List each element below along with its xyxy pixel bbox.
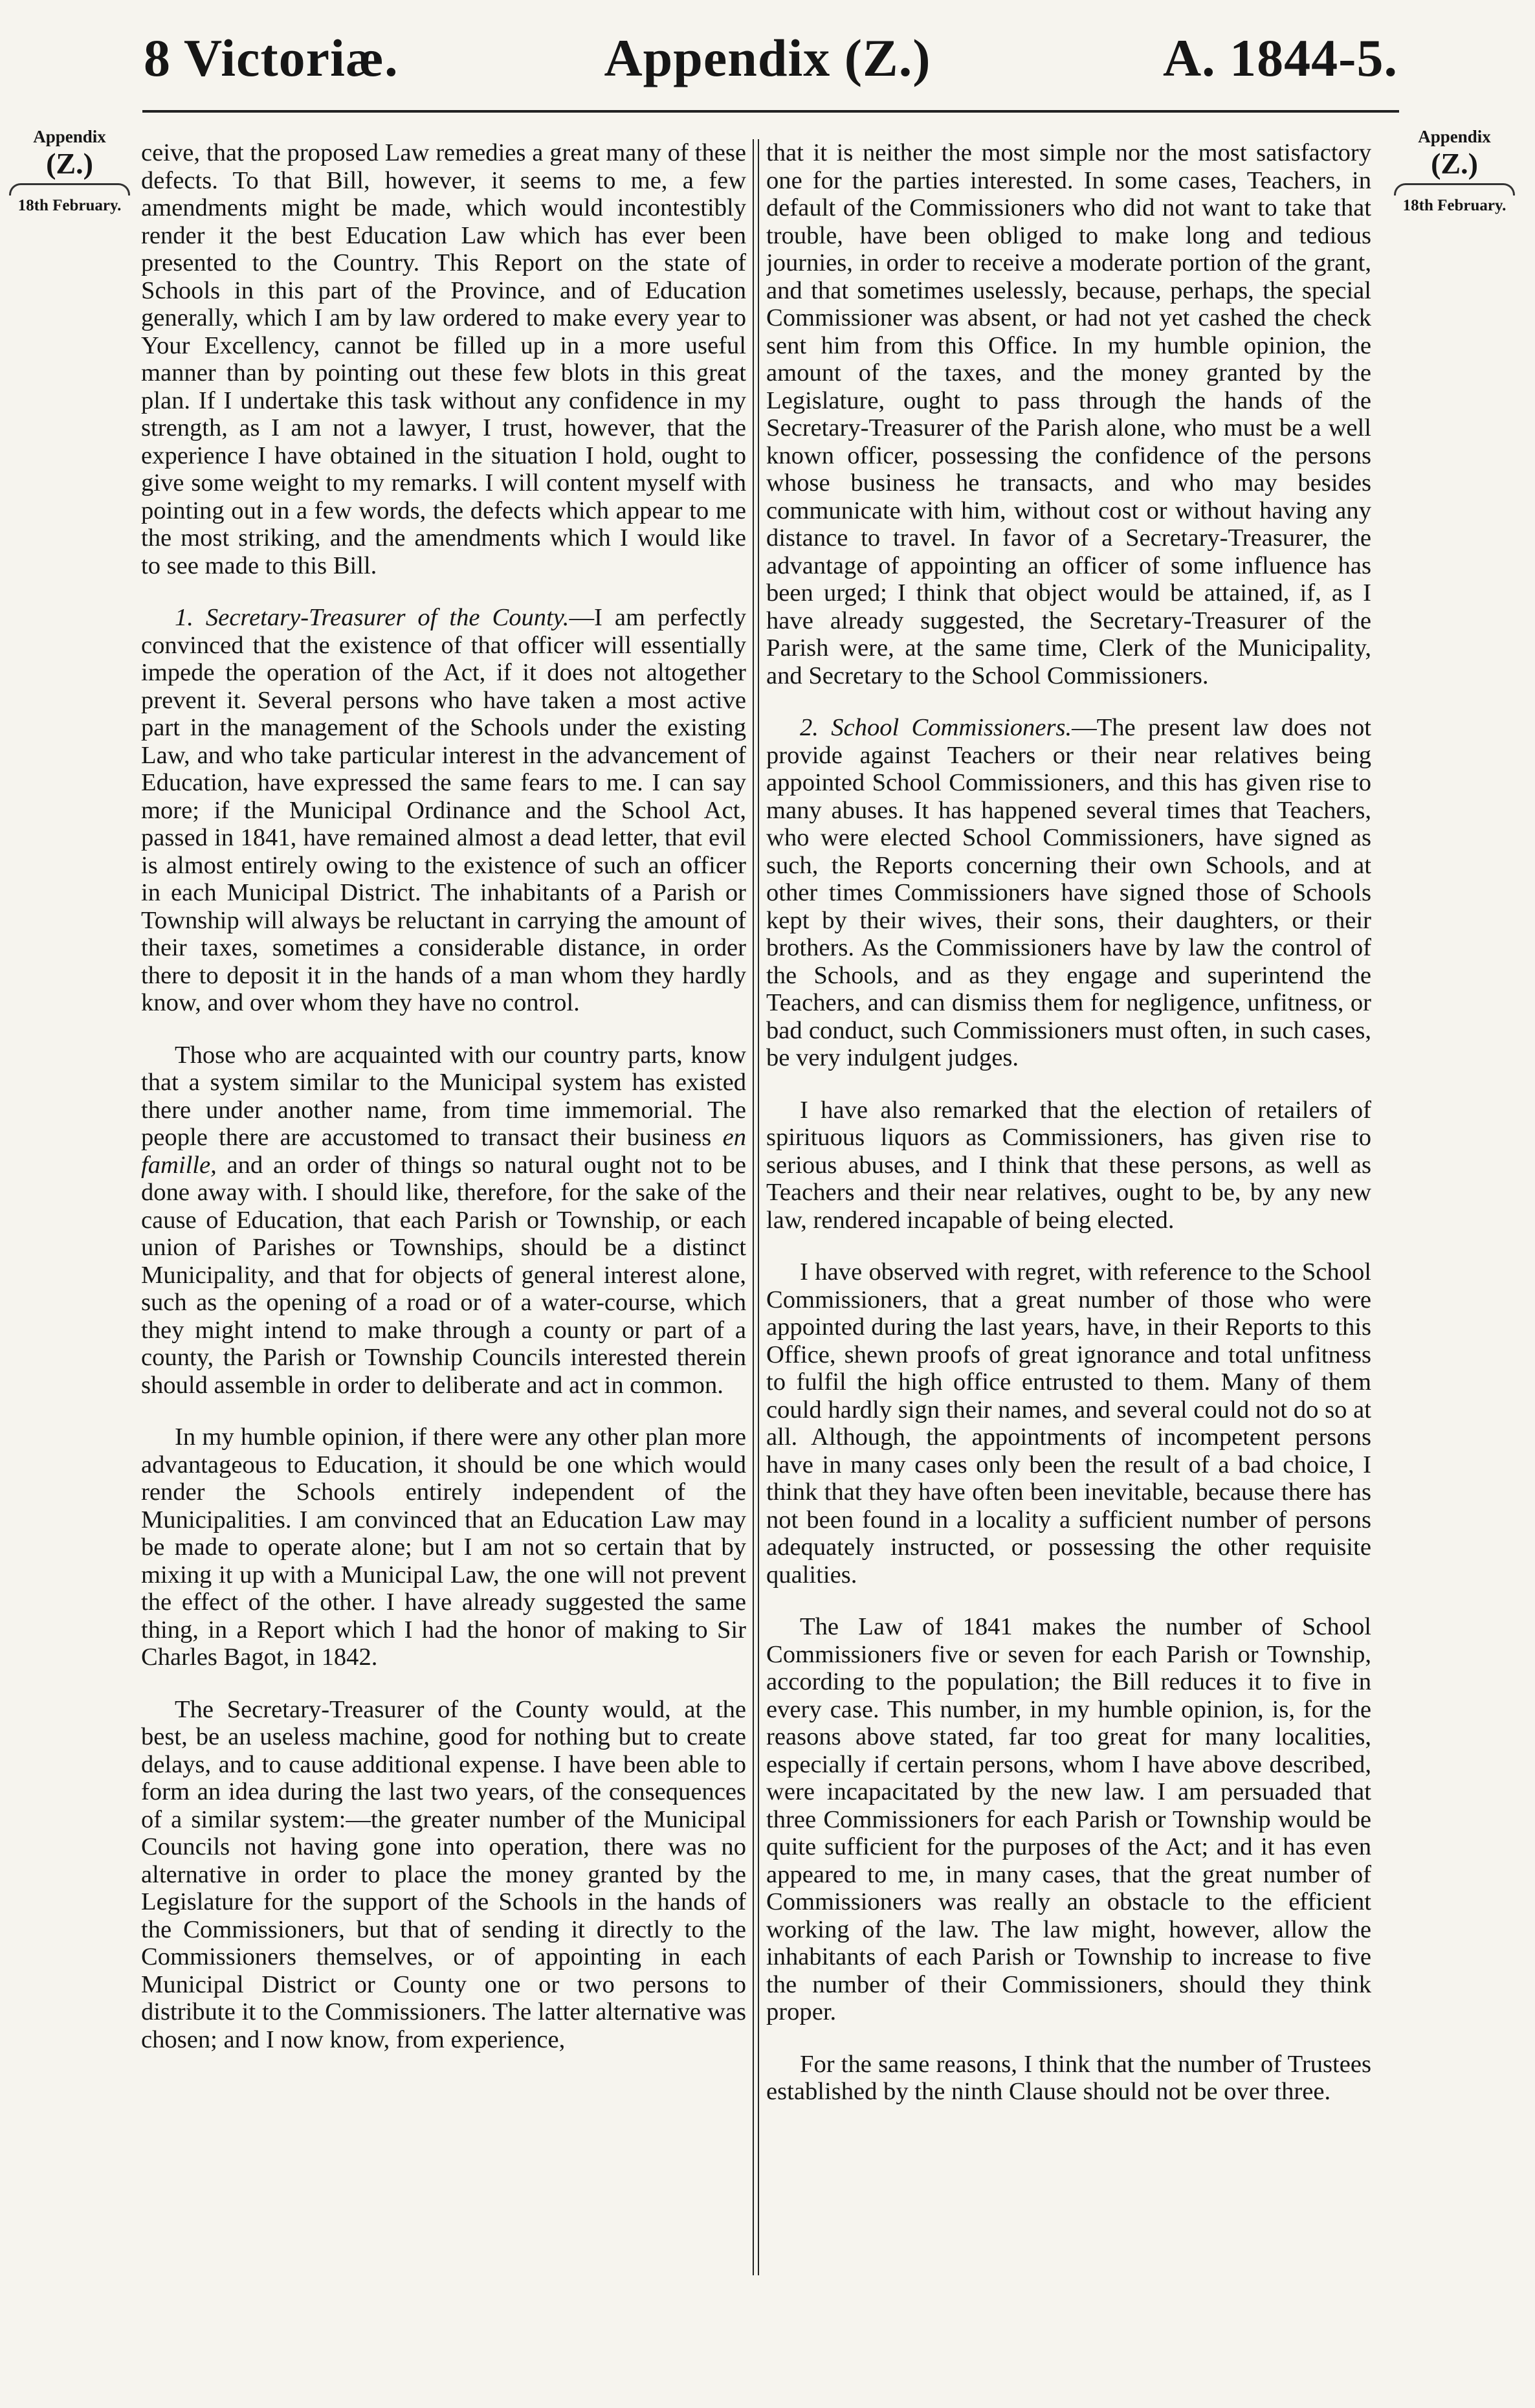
column-divider	[758, 139, 759, 2275]
margin-appendix-letter: (Z.)	[46, 147, 93, 180]
margin-bracket	[1394, 183, 1515, 195]
paragraph-text: Those who are acquainted with our country parts, know that a system similar to the Municipal system has existed there under another name, from time immemorial. The people there are accustomed to transact their business	[141, 1041, 746, 1151]
section-heading: 2. School Commissioners.	[800, 714, 1072, 741]
paragraph	[141, 1042, 746, 1399]
margin-date: 18th February.	[17, 197, 122, 214]
header-rule	[142, 110, 1399, 113]
header-session: 8 Victoriæ.	[144, 28, 399, 87]
paragraph: The Law of 1841 makes the number of School Commissioners five or seven for each Parish or Township, according to the population; the Bill reduces it to five in every case. This number, in my humble opinion, is, for the reasons above stated, far too great for many localities, especially if certain persons, whom I have above described, were incapacitated by the new law. I am persuaded that three Commissioners for each Parish or Township would be quite sufficient for the purposes of the Act; and it has even appeared to me, in many cases, that the great number of Commissioners was really an obstacle to the efficient working of the law. The law might, however, allow the inhabitants of each Parish or Township to increase to five the number of their Commissioners, should they think proper.	[766, 1613, 1371, 2025]
margin-appendix-label: Appendix	[33, 127, 106, 146]
margin-appendix-label: Appendix	[1418, 127, 1491, 146]
paragraph: I have observed with regret, with reference to the School Commissioners, that a great number of those who were appointed during the last years, have, in their Reports to this Office, shewn proofs of great ignorance and total unfitness to fulfil the high office entrusted to them. Many of them could hardly sign their names, and several could not do so at all. Although, the appointments of incompetent persons have in many cases only been the result of a bad choice, I think that they have often been inevitable, because there has not been found in a locality a sufficient number of persons adequately instructed, or possessing the other requisite qualities.	[766, 1258, 1371, 1589]
column-divider	[753, 139, 754, 2275]
paragraph: I have also remarked that the election of retailers of spirituous liquors as Commissioners, has given rise to serious abuses, and I think that these persons, as well as Teachers and their near relatives, ought to be, by any new law, rendered incapable of being elected.	[766, 1096, 1371, 1234]
paragraph: ceive, that the proposed Law remedies a great many of these defects. To that Bill, however, it seems to me, a few amendments might be made, which would incontestibly render it the best Education Law which has ever been presented to the Country. This Report on the state of Schools in this part of the Province, and of Education generally, which I am by law ordered to make every year to Your Excellency, cannot be filled up in a more useful manner than by pointing out these few blots in this great plan. If I undertake this task without any confidence in my strength, as I am not a lawyer, I trust, however, that the experience I have obtained in the situation I hold, ought to give some weight to my remarks. I will content myself with pointing out in a few words, the defects which appear to me the most striking, and the amendments which I would like to see made to this Bill.	[141, 139, 746, 579]
paragraph-body: —The present law does not provide against Teachers or their near relatives being appointed School Commissioners, and this has given rise to many abuses. It has happened several times that Teachers, who were elected School Commissioners, have signed as such, the Reports concerning their own Schools, and at other times Commissioners have signed those of Schools kept by their wives, their sons, their daughters, or their brothers. As the Commissioners have by law the control of the Schools, and as they engage and superintend the Teachers, and can dismiss them for negligence, unfitness, or bad conduct, such Commissioners must often, in such cases, be very indulgent judges.	[766, 714, 1371, 1071]
header-appendix-title: Appendix (Z.)	[604, 28, 931, 87]
paragraph: The Secretary-Treasurer of the County would, at the best, be an useless machine, good for nothing but to create delays, and to cause additional expense. I have been able to form an idea during the last two years, of the consequences of a similar system:—the greater number of the Municipal Councils not having gone into operation, there was no alternative in order to place the money granted by the Legislature for the support of the Schools in the hands of the Commissioners, but that of sending it directly to the Commissioners themselves, or of appointing in each Municipal District or County one or two persons to distribute it to the Commissioners. The latter alternative was chosen; and I now know, from experience,	[141, 1695, 746, 2053]
paragraph-secretary-treasurer	[141, 604, 746, 1017]
paragraph-body: —I am perfectly convinced that the existence of that officer will essentially impede the operation of the Act, if it does not altogether prevent it. Several persons who have taken a most active part in the management of the Schools under the existing Law, and who take particular interest in the advancement of Education, have expressed the same fears to me. I can say more; if the Municipal Ordinance and the School Act, passed in 1841, have remained almost a dead letter, that evil is almost entirely owing to the existence of such an officer in each Municipal District. The inhabitants of a Parish or Township will always be reluctant in carrying the amount of their taxes, sometimes a considerable distance, in order there to deposit it in the hands of a man whom they hardly know, and over whom they have no control.	[141, 604, 746, 1016]
italic-phrase: en famille,	[141, 1124, 746, 1179]
paragraph: In my humble opinion, if there were any other plan more advantageous to Education, it should be one which would render the Schools entirely independent of the Municipalities. I am convinced that an Education Law may be made to operate alone; but I am not so certain that by mixing it up with a Municipal Law, the one will not prevent the effect of the other. I have already suggested the same thing, in a Report which I had the honor of making to Sir Charles Bagot, in 1842.	[141, 1423, 746, 1671]
right-column	[766, 139, 1371, 2353]
left-column	[141, 139, 746, 2353]
margin-note-left	[0, 126, 139, 216]
paragraph-school-commissioners	[766, 714, 1371, 1072]
header-year: A. 1844-5.	[1162, 28, 1398, 87]
paragraph-text: and an order of things so natural ought not to be done away with. I should like, therefore, for the sake of the cause of Education, that each Parish or Township, or each union of Parishes or Townships, should be a distinct Municipality, and that for objects of general interest alone, such as the opening of a road or of a water-course, which they might intend to make through a county or part of a county, the Parish or Township Councils interested therein should assemble in order to deliberate and act in common.	[141, 1151, 746, 1399]
margin-bracket	[9, 183, 130, 195]
margin-note-right	[1385, 126, 1524, 216]
paragraph: that it is neither the most simple nor the most satisfactory one for the parties interested. In some cases, Teachers, in default of the Commissioners who did not want to take that trouble, have been obliged to make long and tedious journies, in order to receive a moderate portion of the grant, and that sometimes uselessly, because, perhaps, the special Commissioner was absent, or had not yet cashed the check sent him from this Office. In my humble opinion, the amount of the taxes, and the money granted by the Legislature, ought to pass through the hands of the Secretary-Treasurer of the Parish alone, who must be a well known officer, possessing the confidence of the persons whose business he transacts, and who may besides communicate with him, without cost or without having any distance to travel. In favor of a Secretary-Treasurer, the advantage of appointing an officer of some influence has been urged; I think that object would be attained, if, as I have already suggested, the Secretary-Treasurer of the Parish were, at the same time, Clerk of the Municipality, and Secretary to the School Commissioners.	[766, 139, 1371, 689]
paragraph: For the same reasons, I think that the number of Trustees established by the ninth Clause should not be over three.	[766, 2050, 1371, 2105]
margin-appendix-letter: (Z.)	[1431, 147, 1478, 180]
page-header	[0, 26, 1535, 104]
section-heading: 1. Secretary-Treasurer of the County.	[175, 604, 569, 631]
margin-date: 18th February.	[1402, 197, 1507, 214]
